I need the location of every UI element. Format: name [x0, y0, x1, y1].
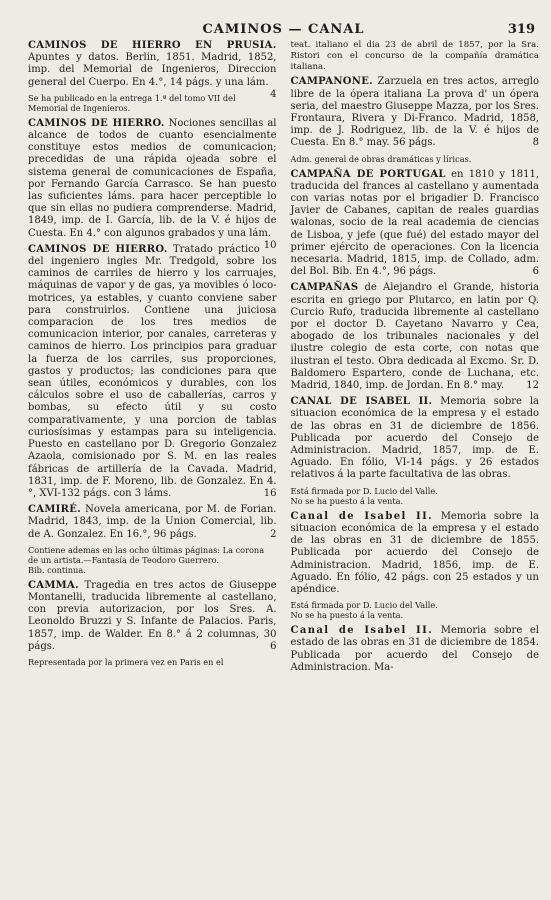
entry-notes [28, 93, 277, 113]
entry-body: Memoria sobre el estado de las obras en 31 de diciembre de 1854. Publicada por acuerdo del Consejo de Administracion. Ma- [290, 625, 539, 673]
entry-note: Se ha publicado en la entrega 1.ª del tomo VII del Memorial de Ingenieros. [28, 92, 236, 113]
continuation-note: teat. italiano el dia 23 de abril de 1857, por la Sra. Ristori con el concurso de la compañía dramática italiana. [290, 40, 539, 72]
entry-notes [291, 600, 540, 620]
left-column [28, 40, 277, 678]
entry-body: Nociones sencillas al alcance de todos de cuanto esencialmente constituye estos medios de comunicacion; precedidas de una rápida ojeada sobre el sistema general de comunicaciones de España, por Fernando García Carrasco. Se han puesto las suficientes láms. para hacer perceptible lo que sin ellas no pudiera comprenderse. Madrid, 1849, imp. de I. García, lib. de la V. é hijos de Cuesta. En 4.° con algunos grabados y una lám. [28, 117, 277, 239]
entry-notes [291, 486, 540, 506]
entry-body: Tratado práctico del ingeniero ingles Mr. Tredgold, sobre los caminos de carriles de hierro y los carruajes, máquinas de vapor y de gas, ya movibles ó loco-motrices, ya estables, y cuanto conviene saber para construirlos. Contiene una juiciosa comparacion de los tres medios de comunicacion interior, por canales, carreteras y caminos de hierro. Los principios para graduar la fuerza de los carriles, sus proporciones, gastos y productos; las condiciones para que sean útiles, económicos y durables, con los cálculos sobre el uso de caballerías, carros y bombas, su efecto útil y su costo comparativamente, y una porcion de tablas curiosísimas y estampas para su inteligencia. Puesto en castellano por D. Gregorio Gonzalez Azaola, comisionado por S. M. en las reales fábricas de artillería de la Cavada. Madrid, 1831, imp. de F. Moreno, lib. de Gonzalez. En 4.°, XVI-132 págs. con 3 láms. [28, 243, 277, 499]
entry-heading: CAMPAÑA DE PORTUGAL [290, 168, 446, 180]
catalog-entry [28, 40, 277, 100]
entry-number: 12 [526, 380, 539, 392]
entry-note: No se ha puesto á la venta. [290, 610, 404, 621]
running-title: CAMINOS — CANAL [202, 22, 365, 37]
entry-heading: CAMINOS DE HIERRO. [28, 117, 165, 129]
entry-heading: CAMPAÑAS [290, 282, 359, 294]
entry-heading: CAMINOS DE HIERRO EN PRUSIA. [28, 40, 277, 51]
catalog-entry [291, 625, 540, 674]
catalog-entry [291, 511, 540, 596]
entry-note: Está firmada por D. Lucio del Valle. [290, 485, 438, 496]
entry-note: Contiene ademas en las ocho últimas páginas: La corona de un artista.—Fantasía de Teodoro Guerrero. [28, 544, 265, 565]
catalog-entry [28, 504, 277, 541]
entry-body: Novela americana, por M. de Forian. Madrid, 1843, imp. de la Union Comercial, lib. de A. Gonzalez. En 16.°, 96 págs. [28, 504, 277, 540]
entry-number: 16 [263, 487, 277, 499]
entry-heading: CAMPANONE. [290, 76, 373, 88]
entry-number: 6 [532, 266, 539, 278]
catalog-entry [291, 76, 540, 149]
entry-heading: CAMMA. [28, 579, 79, 591]
catalog-entry [291, 396, 540, 481]
entry-notes [28, 657, 277, 667]
entry-body: Zarzuela en tres actos, arreglo libre de la ópera italiana La prova d' un ópera seria, del maestro Giuseppe Mazza, por los Sres. Frontaura, Rivera y Di-Franco. Madrid, 1858, imp. de J. Rodriguez, lib. de la V. é hijos de Cuesta. En 8.° may. 56 págs. [290, 76, 539, 149]
catalog-entry [28, 580, 277, 653]
catalog-entry [28, 244, 277, 500]
entry-heading: CANAL DE ISABEL II. [290, 396, 433, 408]
entry-heading: CAMIRÉ. [28, 504, 81, 516]
entry-body: de Alejandro el Grande, historia escrita en griego por Plutarco, en latin por Q. Curcio Rufo, traducida libremente al castellano por el doctor D. Cayetano Navarro y Cea, abogado de los tribunales nacionales y del ilustre colegio de esta corte, con notas que ilustran el testo. Obra dedicada al Excmo. Sr. D. Baldomero Espartero, conde de Luchana, etc. Madrid, 1840, imp. de Jordan. En 8.° may. [290, 282, 539, 392]
entry-body: en 1810 y 1811, traducida del frances al castellano y aumentada con varias notas por el brigadier D. Francisco Javier de Cabanes, capitan de reales guardias walonas, socio de la real academia de ciencias de Lisboa, y jefe (que fué) del estado mayor del primer ejército de operaciones. Con la licencia necesaria. Madrid, 1815, imp. de Collado, adm. del Bol. Bib. En 4.°, 96 págs. [290, 168, 539, 278]
entry-note: Está firmada por D. Lucio del Valle. [290, 600, 438, 611]
entry-body: Tragedia en tres actos de Giuseppe Montanelli, traducida libremente al castellano, con previa autorizacion, por los Sres. A. Leonoldo Bruzzi y S. Infante de Palacios. Paris, 1857, imp. de Walder. En 8.° á 2 columnas, 30 págs. [28, 579, 277, 652]
catalog-entry [291, 282, 540, 392]
entry-number: 10 [263, 239, 277, 251]
entry-number: 6 [270, 640, 277, 652]
catalog-entry [28, 117, 277, 251]
text-columns [28, 40, 539, 678]
catalog-entry [291, 169, 540, 279]
entry-heading: Canal de Isabel II. [290, 625, 434, 637]
entry-heading: Canal de Isabel II. [290, 510, 434, 522]
page-header [28, 0, 539, 40]
entry-body: Memoria sobre la situacion económica de la empresa y el estado de las obras en 31 de diciembre de 1855. Publicada por acuerdo del Consejo de Administracion. Madrid, 1856, imp. de E. Aguado. En fólio, 42 págs. con 25 estados y un apéndice. [290, 510, 539, 595]
entry-body: Memoria sobre la situacion económica de la empresa y el estado de las obras en 31 de diciembre de 1856. Publicada por acuerdo del Consejo de Administracion. Madrid, 1857, imp. de E. Aguado. En fólio, VI-14 págs. y 26 estados relativos á la parte facultativa de las obras. [290, 396, 539, 481]
right-column [291, 40, 540, 678]
entry-heading: CAMINOS DE HIERRO. [28, 243, 168, 255]
page-number: 319 [507, 22, 535, 37]
entry-notes [291, 154, 540, 164]
entry-number: 8 [532, 137, 539, 149]
entry-note: Representada por la primera vez en Paris en el [28, 656, 224, 667]
entry-number: 4 [270, 88, 277, 100]
entry-body: Apuntes y datos. Berlin, 1851. Madrid, 1852, imp. del Memorial de Ingenieros, Direccion general del Cuerpo. En 4.°, 14 págs. y una lám. [28, 52, 277, 88]
entry-note: Bib. continua. [28, 564, 86, 575]
entry-note: No se ha puesto á la venta. [290, 495, 404, 506]
entry-notes [28, 545, 277, 575]
entry-note: Adm. general de obras dramáticas y líricas. [290, 153, 472, 164]
entry-number: 2 [270, 528, 277, 540]
